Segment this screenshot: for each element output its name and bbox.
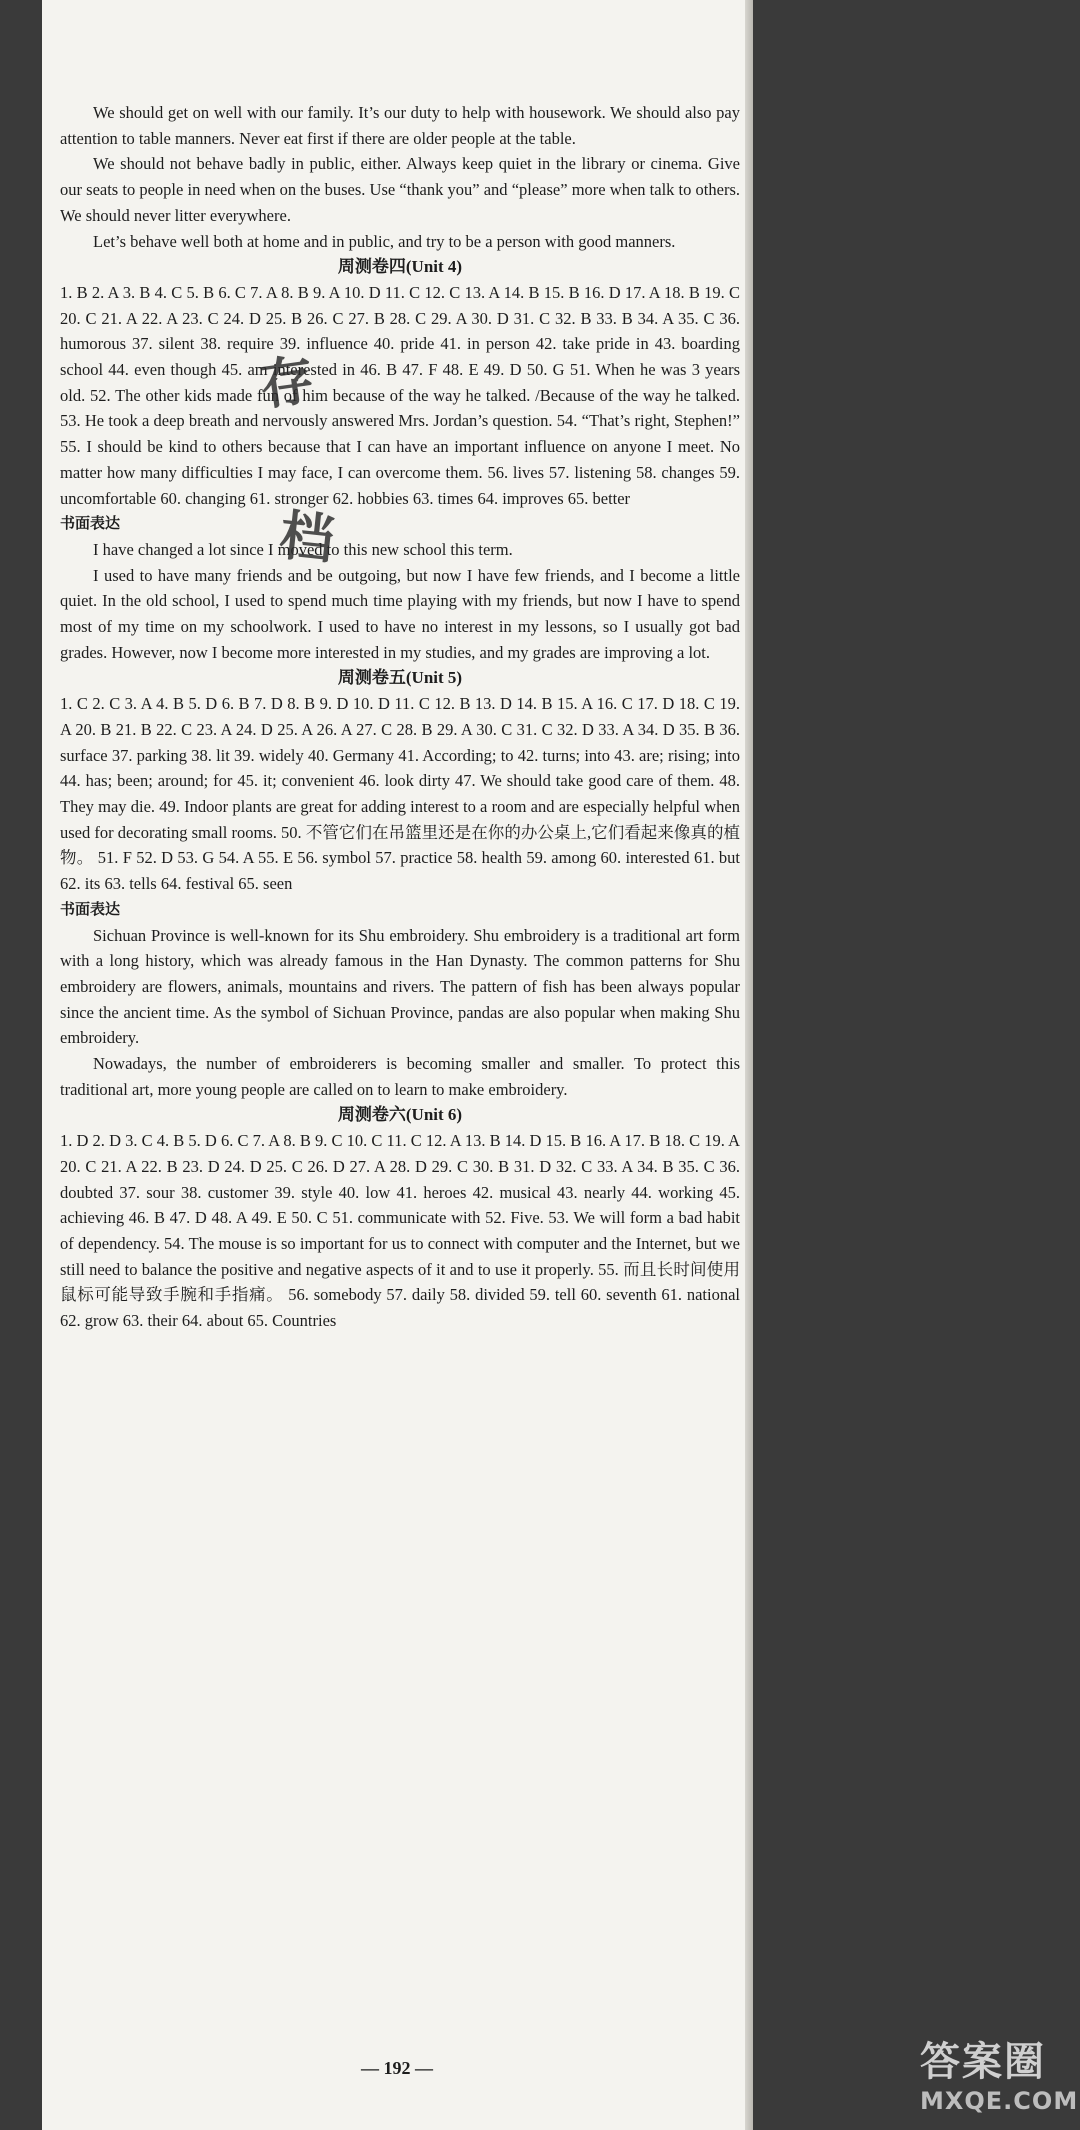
paragraph-duty: We should get on well with our family. It’s our duty to help with housework. We should also pay attention to table manners. Never eat first if there are older people at the table. — [60, 103, 740, 148]
unit4-writing-label: 书面表达 — [60, 514, 121, 533]
handwriting-char-1: 存 — [255, 346, 319, 418]
unit5-title: 周测卷五(Unit 5) — [337, 668, 463, 688]
page-fold-shadow — [745, 0, 753, 2130]
watermark-bottom-text: MXQE.COM — [920, 2087, 1079, 2115]
unit5-writing-1: Sichuan Province is well-known for its Shu embroidery. Shu embroidery is a traditional art form with a long history, which was already famous in the Han Dynasty. The common patterns for Shu embroidery are flowers, animals, mountains and rivers. The pattern of fish has been always popular since the ancient time. As the symbol of Sichuan Province, pandas are also popular when making Shu embroidery. — [60, 925, 740, 1048]
watermark-logo — [920, 2030, 1079, 2120]
unit4-writing-1: I have changed a lot since I moved to this new school this term. — [93, 539, 513, 559]
page-text — [60, 100, 740, 1334]
paragraph-public: We should not behave badly in public, either. Always keep quiet in the library or cinema. Give our seats to people in need when on the buses. Use “thank you” and “please” more when talk to others. We should never litter everywhere. — [60, 154, 740, 225]
document-page — [42, 0, 752, 2130]
unit5-writing-label: 书面表达 — [60, 899, 121, 918]
watermark-top-text: 答案圈 — [920, 2039, 1046, 2085]
page-number: — 192 — — [361, 2058, 433, 2078]
unit4-answers: 1. B 2. A 3. B 4. C 5. B 6. C 7. A 8. B 9. A 10. D 11. C 12. C 13. A 14. B 15. B 16. D 17. A 18. B 19. C 20. C 21. A 22. A 23. C 24. D 25. B 26. C 27. B 28. C 29. A 30. D 31. C 32. B 33. B 34. A 35. C 36. humorous 37. silent 38. require 39. influence 40. pride 41. in person 42. take pride in 43. boarding school 44. even though 45. am interested in 46. B 47. F 48. E 49. D 50. G 51. When he was 3 years old. 52. The other kids made fun of him because of the way he talked. /Because of the way he talked. 53. He took a deep breath and nervously answered Mrs. Jordan’s question. 54. “That’s right, Stephen!” 55. I should be kind to others because that I can have an important influence on anyone I meet. No matter how many difficulties I may face, I can overcome them. 56. lives 57. listening 58. changes 59. uncomfortable 60. changing 61. stronger 62. hobbies 63. times 64. improves 65. better — [60, 282, 740, 508]
unit5-answers: 1. C 2. C 3. A 4. B 5. D 6. B 7. D 8. B 9. D 10. D 11. C 12. B 13. D 14. B 15. A 16. C 17. D 18. C 19. A 20. B 21. B 22. C 23. A 24. D 25. A 26. A 27. C 28. B 29. A 30. C 31. C 32. D 33. A 34. D 35. B 36. surface 37. parking 38. lit 39. widely 40. Germany 41. According; to 42. turns; into 43. are; rising; into 44. has; been; around; for 45. it; convenient 46. look dirty 47. We should take good care of them. 48. They may die. 49. Indoor plants are great for adding interest to a room and are especially helpful when used for decorating small rooms. 50. 不管它们在吊篮里还是在你的办公桌上,它们看起来像真的植物。 51. F 52. D 53. G 54. A 55. E 56. symbol 57. practice 58. health 59. among 60. interested 61. but 62. its 63. tells 64. festival 65. seen — [60, 694, 740, 894]
unit6-answers: 1. D 2. D 3. C 4. B 5. D 6. C 7. A 8. B 9. C 10. C 11. C 12. A 13. B 14. D 15. B 16. A 17. B 18. C 19. A 20. C 21. A 22. B 23. D 24. D 25. C 26. D 27. A 28. D 29. C 30. B 31. D 32. C 33. A 34. B 35. C 36. doubted 37. sour 38. customer 39. style 40. low 41. heroes 42. musical 43. nearly 44. working 45. achieving 46. B 47. D 48. A 49. E 50. C 51. communicate with 52. Five. 53. We will form a bad habit of dependency. 54. The mouse is so important for us to connect with computer and the Internet, but we still need to balance the positive and negative aspects of it and to use it properly. 55. 而且长时间使用鼠标可能导致手腕和手指痛。 56. somebody 57. daily 58. divided 59. tell 60. seventh 61. national 62. grow 63. their 64. about 65. Countries — [60, 1131, 740, 1331]
handwriting-char-2: 档 — [276, 502, 338, 572]
paragraph-conclusion: Let’s behave well both at home and in public, and try to be a person with good manners. — [93, 231, 676, 251]
unit5-writing-2: Nowadays, the number of embroiderers is becoming smaller and smaller. To protect this traditional art, more young people are called on to learn to make embroidery. — [60, 1054, 740, 1099]
unit6-title: 周测卷六(Unit 6) — [337, 1105, 463, 1125]
unit4-writing-2: I used to have many friends and be outgoing, but now I have few friends, and I become a little quiet. In the old school, I used to spend much time playing with my friends, but now I have to spend most of my time on my schoolwork. I used to have no interest in my lessons, so I usually got bad grades. However, now I become more interested in my studies, and my grades are improving a lot. — [60, 565, 740, 662]
unit4-title: 周测卷四(Unit 4) — [337, 257, 463, 277]
